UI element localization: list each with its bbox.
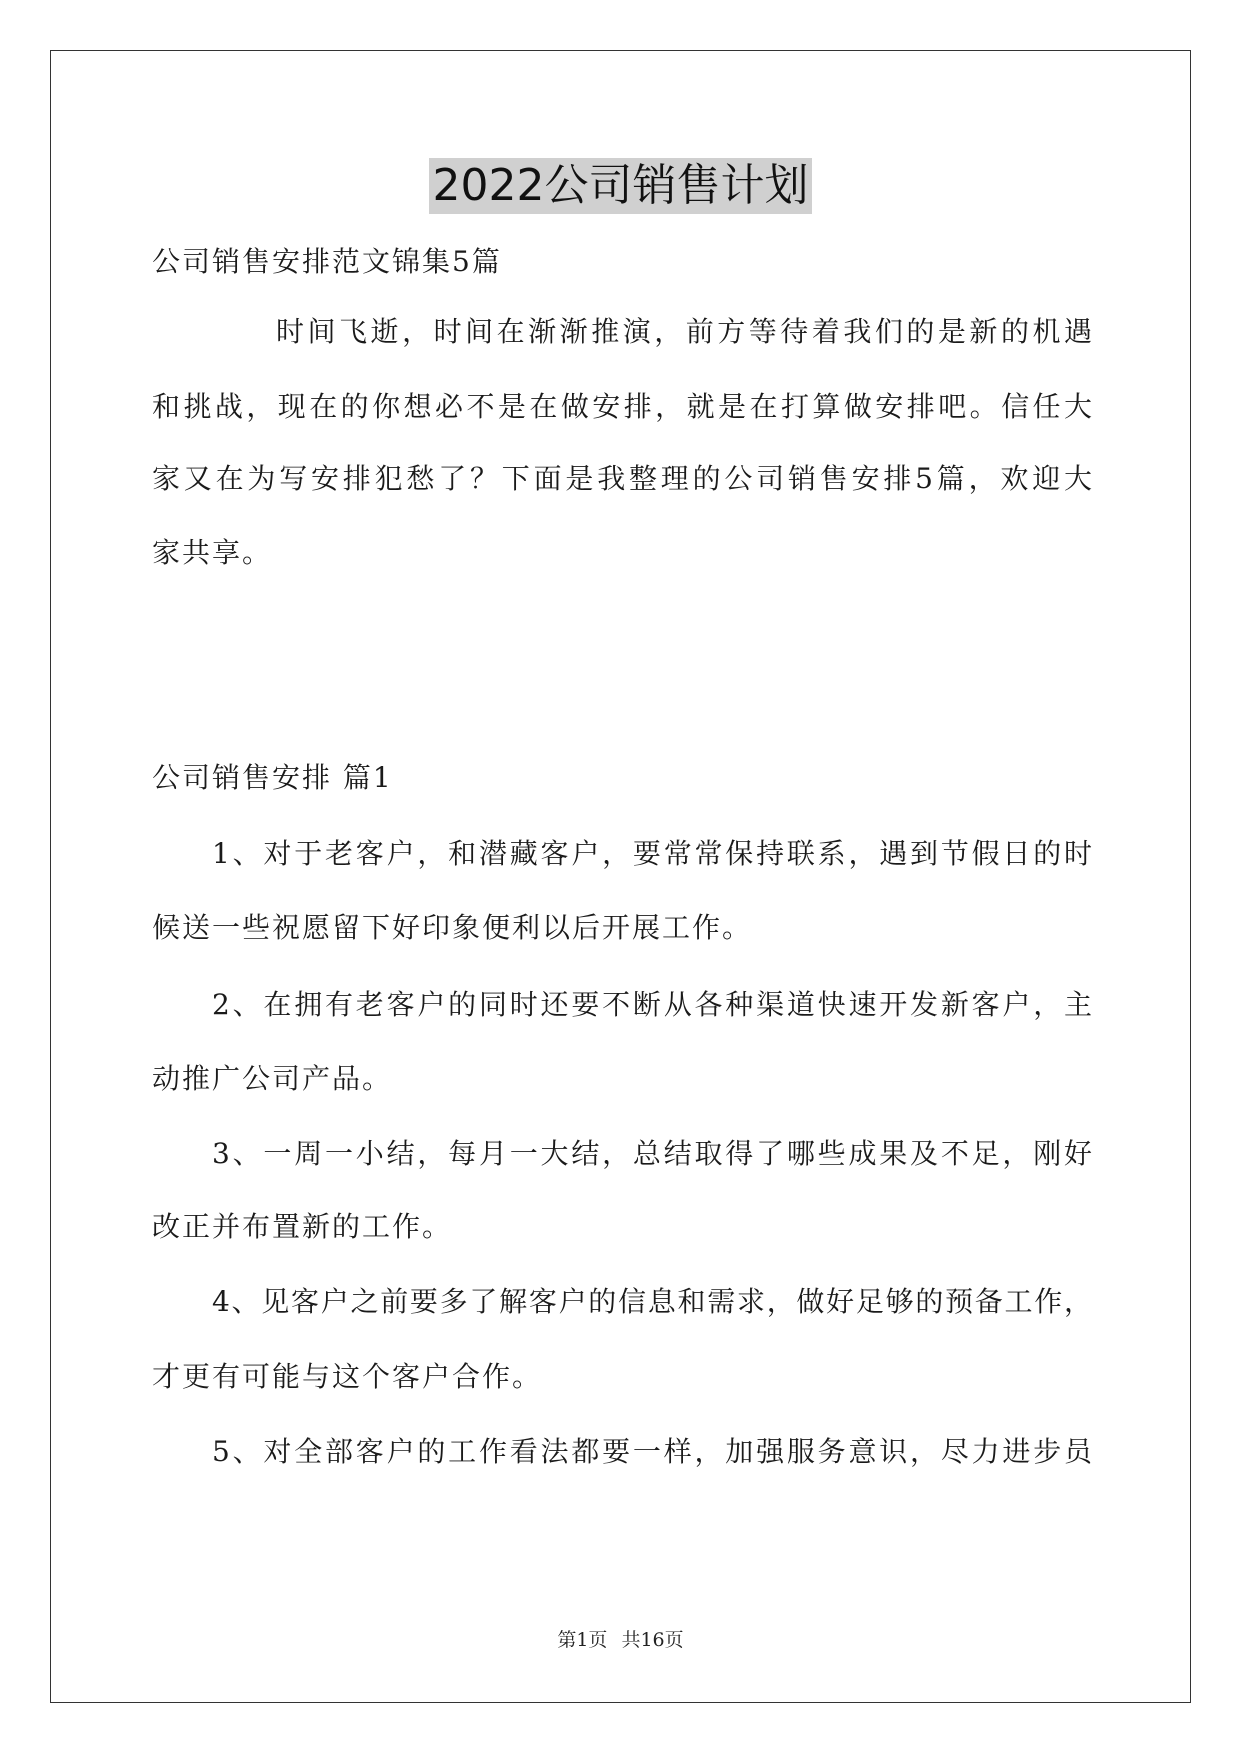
intro-line: 家共享。 [152,536,273,569]
section-line: 1、对于老客户，和潜藏客户，要常常保持联系，遇到节假日的时 [212,837,1092,870]
section-line: 5、对全部客户的工作看法都要一样，加强服务意识，尽力进步员 [212,1435,1092,1468]
document-subtitle: 公司销售安排范文锦集5篇 [152,245,502,278]
page-number: 第1页 [557,1629,608,1651]
section-line: 4、见客户之前要多了解客户的信息和需求，做好足够的预备工作， [212,1285,1092,1318]
section-line: 动推广公司产品。 [152,1062,393,1095]
intro-line: 家又在为写安排犯愁了？下面是我整理的公司销售安排5篇，欢迎大 [152,462,1092,495]
page-total: 共16页 [621,1629,684,1651]
section-line: 候送一些祝愿留下好印象便利以后开展工作。 [152,911,753,944]
section-line: 改正并布置新的工作。 [152,1210,453,1243]
section-heading: 公司销售安排 篇1 [152,761,393,794]
intro-line: 和挑战，现在的你想必不是在做安排，就是在打算做安排吧。信任大 [152,390,1092,423]
section-line: 才更有可能与这个客户合作。 [152,1360,543,1393]
document-title: 2022公司销售计划 [429,158,813,214]
section-line: 2、在拥有老客户的同时还要不断从各种渠道快速开发新客户，主 [212,988,1092,1021]
page-footer [0,1628,1241,1652]
intro-line: 时间飞逝，时间在渐渐推演，前方等待着我们的是新的机遇 [276,315,1092,348]
section-line: 3、一周一小结，每月一大结，总结取得了哪些成果及不足，刚好 [212,1137,1092,1170]
title-container [0,158,1241,214]
